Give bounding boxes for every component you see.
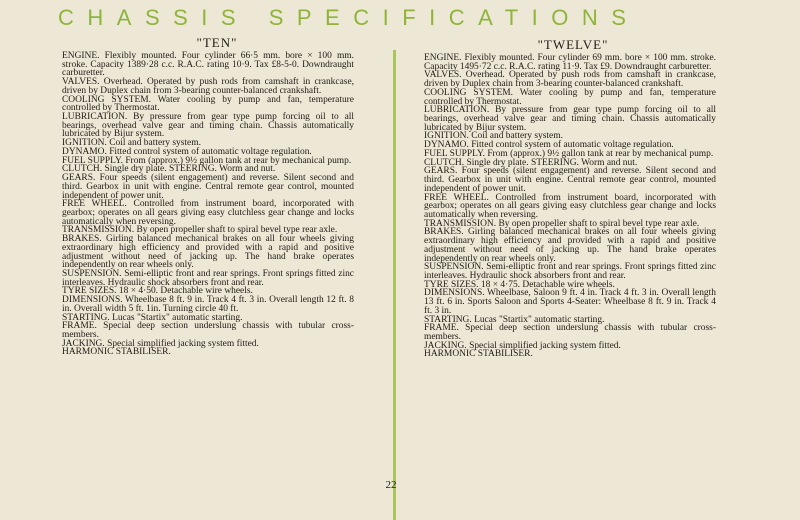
spec-text: Flexibly mounted. Four cylinder 66·5 mm. bore × 100 mm. stroke. Capacity 1389·28 c.c. R.A.C. rating 10·9. Tax £8-5-0. Downdraught carburetter. — [62, 51, 354, 79]
spec-paragraph — [424, 350, 716, 359]
spec-text: Special deep section underslung chassis with tubular cross-members. — [424, 323, 716, 342]
spec-label: TRANSMISSION. — [424, 218, 497, 229]
spec-paragraph — [62, 296, 354, 313]
spec-text: By open propeller shaft to spiral bevel type rear axle. — [134, 225, 338, 236]
spec-text: Special simplified jacking system fitted. — [104, 338, 259, 349]
spec-label: BRAKES. — [424, 227, 464, 238]
spec-text: Water cooling by pump and fan, temperature controlled by Thermostat. — [424, 87, 716, 107]
spec-label: CLUTCH. — [424, 157, 465, 168]
spec-label: FREE WHEEL. — [62, 199, 127, 210]
spec-text: Girling balanced mechanical brakes on all four wheels giving extraordinary high efficiency and provided with a rapid and positive adjustment without need of jacking up. The hand brake operates independently on rear wheels only. — [424, 227, 716, 264]
spec-text: Fitted control system of automatic voltage regulation. — [106, 146, 312, 157]
spec-paragraph — [62, 113, 354, 139]
page-number: 22 — [385, 479, 397, 491]
spec-paragraph — [62, 322, 354, 339]
spec-paragraph — [424, 89, 716, 106]
spec-paragraph — [424, 289, 716, 315]
spec-label: HARMONIC STABILISER. — [424, 349, 533, 360]
spec-label: LUBRICATION. — [62, 112, 128, 123]
spec-label: DIMENSIONS. — [62, 295, 123, 306]
spec-text: Lucas "Startix" automatic starting. — [471, 314, 605, 325]
spec-paragraph — [424, 71, 716, 88]
spec-paragraph — [62, 52, 354, 78]
spec-label: DYNAMO. — [424, 140, 469, 151]
spec-text: Four speeds (silent engagement) and reverse. Silent second and third. Gearbox in unit with engine. Central remote gear control, mounted independent of power unit. — [62, 173, 354, 201]
spec-label: TYRE SIZES. — [424, 279, 479, 290]
spec-text: Wheelbase, Saloon 9 ft. 4 in. Track 4 ft. 3 in. Overall length 13 ft. 6 in. Sports Saloon and Sports 4-Seater: Wheelbase 8 ft. 9 in. Track 4 ft. 3 in. — [424, 288, 716, 316]
spec-text: Semi-elliptic front and rear springs. Front springs fitted zinc interleaves. Hydraulic shock absorbers front and rear. — [424, 262, 716, 281]
spec-text: Controlled from instrument board, incorporated with gearbox; operates on all gears giving easy clutchless gear change and locks automatically when reversing. — [62, 199, 354, 227]
spec-label: STARTING. — [424, 314, 472, 325]
spec-label: IGNITION. — [62, 138, 107, 149]
spec-text: By pressure from gear type pump forcing oil to all bearings, overhead valve gear and timing chain. Chassis automatically lubricated by Bijur system. — [62, 112, 354, 140]
spec-text: Special deep section underslung chassis with tubular cross-members. — [62, 321, 354, 340]
spec-paragraph — [424, 194, 716, 220]
spec-text: Lucas "Startix" automatic starting. — [109, 312, 243, 323]
spec-label: VALVES. — [424, 70, 462, 81]
spec-text: Overhead. Operated by push rods from camshaft in crankcase, driven by Duplex chain from 3-bearing counter-balanced crankshaft. — [62, 77, 354, 96]
spec-label: SUSPENSION. — [62, 268, 122, 279]
spec-text: Special simplified jacking system fitted. — [466, 340, 621, 351]
page-heading: CHASSIS SPECIFICATIONS — [58, 5, 640, 30]
spec-paragraph — [424, 263, 716, 280]
spec-paragraph — [62, 78, 354, 95]
spec-paragraph — [62, 270, 354, 287]
spec-label: BRAKES. — [62, 234, 102, 245]
spec-text: Flexibly mounted. Four cylinder 69 mm. bore × 100 mm. stroke. Capacity 1495·72 c.c. R.A.C. rating 11·9. Tax £9. Downdraught carburetter. — [424, 53, 716, 72]
spec-text: Single dry plate. STEERING. Worm and nut. — [102, 164, 276, 175]
spec-paragraph — [62, 174, 354, 200]
twelve-column-title: "TWELVE" — [537, 37, 609, 52]
spec-label: ENGINE. — [62, 51, 100, 61]
spec-paragraph — [424, 324, 716, 341]
spec-label: FREE WHEEL. — [424, 192, 489, 203]
spec-paragraph — [424, 228, 716, 263]
spec-label: DIMENSIONS. — [424, 288, 485, 299]
spec-text: 18 × 4·50. Detachable wire wheels. — [116, 286, 253, 297]
spec-paragraph — [62, 96, 354, 113]
ten-column-title: "TEN" — [196, 35, 238, 50]
spec-text: Overhead. Operated by push rods from camshaft in crankcase, driven by Duplex chain from 3-bearing counter-balanced crankshaft. — [424, 70, 716, 90]
spec-paragraph — [62, 235, 354, 270]
spec-text: Controlled from instrument board, incorporated with gearbox; operates on all gears giving easy clutchless gear change and locks automatically when reversing. — [424, 192, 716, 220]
spec-text: Coil and battery system. — [468, 131, 563, 142]
spec-label: FUEL SUPPLY. — [62, 155, 123, 166]
spec-text: By pressure from gear type pump forcing oil to all bearings, overhead valve gear and timing chain. Chassis automatically lubricated by Bijur system. — [424, 105, 716, 133]
column-divider — [393, 50, 396, 520]
spec-text: Wheelbase 8 ft. 9 in. Track 4 ft. 3 in. Overall length 12 ft. 8 in. Overall width 5 ft. 1in. Turning circle 40 ft. — [62, 295, 354, 314]
spec-label: FRAME. — [62, 321, 97, 332]
spec-label: GEARS. — [424, 166, 458, 177]
spec-text: By open propeller shaft to spiral bevel type rear axle. — [496, 218, 700, 229]
twelve-specifications-column — [424, 36, 716, 359]
spec-label: FUEL SUPPLY. — [424, 148, 485, 159]
spec-text: Coil and battery system. — [106, 138, 201, 149]
spec-label: COOLING SYSTEM. — [62, 94, 151, 105]
spec-label: HARMONIC STABILISER. — [62, 347, 171, 358]
spec-label: JACKING. — [424, 340, 467, 351]
spec-label: STARTING. — [62, 312, 110, 323]
spec-text: Semi-elliptic front and rear springs. Front springs fitted zinc interleaves. Hydraulic shock absorbers front and rear. — [62, 268, 354, 288]
spec-label: SUSPENSION. — [424, 262, 484, 273]
spec-text: Single dry plate. STEERING. Worm and nut. — [464, 157, 638, 168]
spec-label: FRAME. — [424, 323, 459, 334]
spec-label: IGNITION. — [424, 131, 469, 142]
spec-paragraph — [424, 167, 716, 193]
spec-text: Fitted control system of automatic voltage regulation. — [468, 140, 674, 151]
spec-label: VALVES. — [62, 77, 100, 88]
spec-label: TYRE SIZES. — [62, 286, 117, 297]
spec-text: Water cooling by pump and fan, temperature controlled by Thermostat. — [62, 94, 354, 114]
spec-paragraph — [424, 106, 716, 132]
spec-label: GEARS. — [62, 173, 96, 184]
spec-label: TRANSMISSION. — [62, 225, 135, 236]
spec-text: Girling balanced mechanical brakes on all four wheels giving extraordinary high efficiency and provided with a rapid and positive adjustment without need of jacking up. The hand brake operates independently on rear wheels only. — [62, 234, 354, 271]
spec-paragraph — [62, 348, 354, 357]
spec-paragraph — [424, 54, 716, 71]
spec-text: From (approx.) 9½ gallon tank at rear by mechanical pump. — [122, 155, 352, 166]
spec-label: COOLING SYSTEM. — [424, 87, 513, 98]
spec-label: ENGINE. — [424, 53, 462, 63]
spec-text: From (approx.) 9½ gallon tank at rear by mechanical pump. — [484, 148, 714, 159]
spec-label: CLUTCH. — [62, 164, 103, 175]
spec-text: Four speeds (silent engagement) and reverse. Silent second and third. Gearbox in unit with engine. Central remote gear control, mounted independent of power unit. — [424, 166, 716, 194]
spec-text: 18 × 4·75. Detachable wire wheels. — [478, 279, 615, 290]
spec-label: DYNAMO. — [62, 146, 107, 157]
spec-paragraph — [62, 200, 354, 226]
ten-specifications-column — [62, 36, 354, 357]
spec-label: JACKING. — [62, 338, 105, 349]
spec-label: LUBRICATION. — [424, 105, 490, 116]
